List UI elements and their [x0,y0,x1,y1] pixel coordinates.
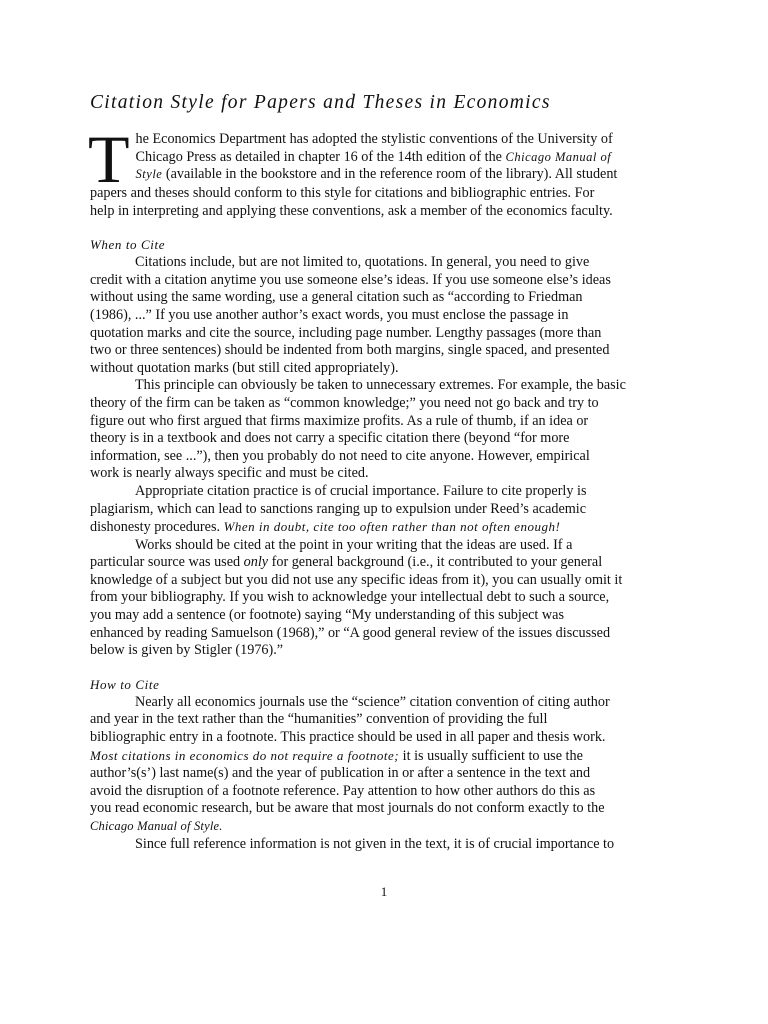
text-segment: for general background (i.e., it contributed to your general [268,554,603,571]
page-number: 1 [380,884,388,899]
text-line: figure out who first argued that firms maximize profits. As a rule of thumb, if an idea or [90,412,589,429]
text-line: Citations include, but are not limited to, quotations. In general, you need to give [135,254,590,271]
paragraph [90,377,662,483]
text-segment: it is usually sufficient to use the [399,747,583,764]
text-line: without quotation marks (but still cited appropriately). [90,359,399,376]
intro-line: papers and theses should conform to this style for citations and bibliographic entries. For [90,185,595,201]
text-line: Nearly all economics journals use the “science” citation convention of citing author [135,693,610,710]
text-line: Works should be cited at the point in your writing that the ideas are used. If a [135,536,573,553]
text-line: quotation marks and cite the source, including page number. Lengthy passages (more than [90,324,602,341]
text-line: you may add a sentence (or footnote) saying “My understanding of this subject was [90,607,564,624]
text-segment: particular source was used [90,554,244,571]
intro-text: (available in the bookstore and in the reference room of the library). All student [162,166,618,183]
book-title-italic: Chicago Manual of [505,149,612,164]
text-line: Appropriate citation practice is of crucial importance. Failure to cite properly is [135,482,587,499]
text-line: plagiarism, which can lead to sanctions ranging up to expulsion under Reed’s academic [90,500,587,517]
text-line: theory of the firm can be taken as “common knowledge;” you need not go back and try to [90,394,599,411]
text-segment: dishonesty procedures. [90,519,224,536]
intro-paragraph [88,121,662,220]
text-line: theory is in a textbook and does not carry a specific citation there (beyond “for more [90,430,570,447]
text-line: information, see ...”), then you probably do not need to cite anyone. However, empirical [90,447,590,464]
text-line: from your bibliography. If you wish to acknowledge your intellectual debt to such a source, [90,589,610,606]
text-line: bibliographic entry in a footnote. This practice should be used in all paper and thesis work. [90,729,606,746]
emphasis-text: When in doubt, cite too often rather than not often enough! [223,519,561,535]
text-line: Since full reference information is not given in the text, it is of crucial importance to [135,835,615,852]
text-line: knowledge of a subject but you did not use any specific ideas from it), you can usually omit it [90,571,623,588]
text-line: enhanced by reading Samuelson (1968),” or “A good general review of the issues discussed [90,624,611,641]
text-line: This principle can obviously be taken to unnecessary extremes. For example, the basic [135,377,626,394]
intro-line: he Economics Department has adopted the stylistic conventions of the University of [135,131,613,147]
intro-line [90,149,662,167]
drop-cap: T [88,121,130,197]
text-line: avoid the disruption of a footnote reference. Pay attention to how other authors do this as [90,782,596,799]
section-heading-how: How to Cite [90,676,160,692]
emphasis-text: only [243,554,269,571]
document-page [90,92,662,853]
text-line: (1986), ...” If you use another author’s exact words, you must enclose the passage in [90,306,569,323]
text-line: work is nearly always specific and must be cited. [90,465,369,482]
book-title-italic: Style [135,167,163,182]
text-line: you read economic research, but be aware that most journals do not conform exactly to the [90,800,605,817]
text-line [90,554,662,572]
text-line [90,747,662,766]
paragraph [90,254,662,377]
text-line [90,818,662,836]
text-line: two or three sentences) should be indented from both margins, single spaced, and presented [90,342,610,359]
intro-line: help in interpreting and applying these conventions, ask a member of the economics faculty. [90,202,613,219]
text-line [90,518,662,537]
text-line: without using the same wording, use a general citation such as “according to Friedman [90,289,583,306]
paragraph [90,836,662,854]
intro-text: Chicago Press as detailed in chapter 16 of the 14th edition of the [135,148,506,165]
paragraph [90,537,662,660]
text-line: author’s(s’) last name(s) and the year of publication in or after a sentence in the text and [90,765,591,782]
paragraph [90,483,662,537]
intro-line [90,166,662,184]
book-title-italic: Chicago Manual of Style. [90,819,223,833]
document-title: Citation Style for Papers and Theses in Economics [90,92,551,113]
text-line: below is given by Stigler (1976).” [90,642,284,659]
text-line: and year in the text rather than the “humanities” convention of providing the full [90,711,548,728]
text-line: credit with a citation anytime you use someone else’s ideas. If you use someone else’s ideas [90,271,611,288]
emphasis-text: Most citations in economics do not require a footnote; [90,747,400,763]
paragraph [90,694,662,836]
section-heading-when: When to Cite [90,237,166,253]
